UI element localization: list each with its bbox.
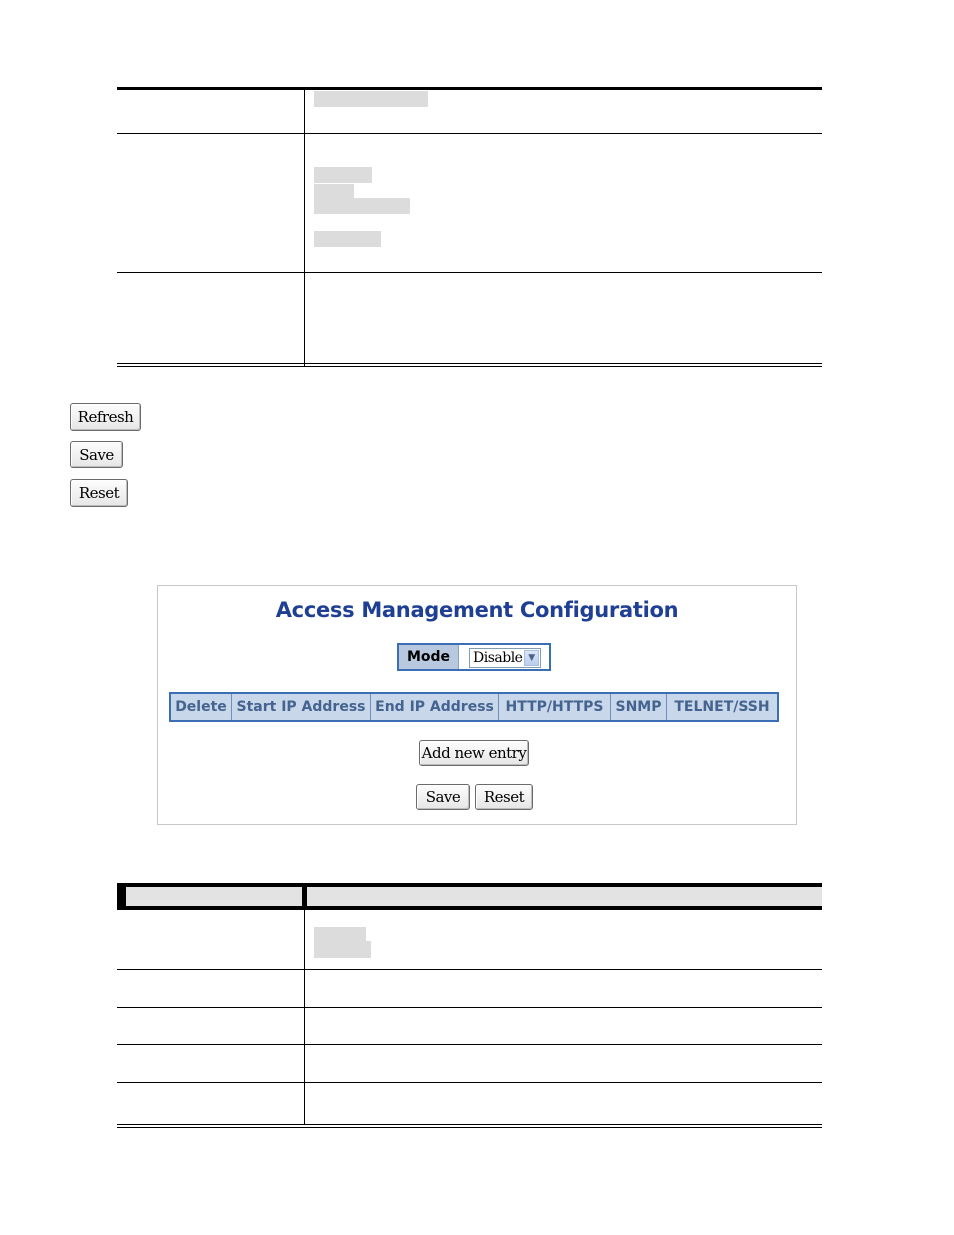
mode-select-value: Disable <box>473 650 523 666</box>
refresh-button[interactable]: Refresh <box>70 403 141 431</box>
add-new-entry-button[interactable]: Add new entry <box>419 740 529 766</box>
table-header-cell <box>307 887 822 906</box>
top-description-table <box>117 87 822 369</box>
column-header-telnet: TELNET/SSH <box>674 699 770 715</box>
redacted-text <box>314 941 371 958</box>
column-header-snmp: SNMP <box>611 694 667 720</box>
mode-control <box>397 643 551 671</box>
table-header-cell <box>126 887 302 906</box>
column-divider <box>304 910 305 1125</box>
panel-save-button[interactable]: Save <box>416 784 470 810</box>
row-divider <box>117 969 822 970</box>
redacted-text <box>314 167 372 183</box>
row-divider <box>117 1044 822 1045</box>
row-divider <box>117 133 822 134</box>
panel-reset-button[interactable]: Reset <box>475 784 533 810</box>
mode-label: Mode <box>399 645 459 669</box>
table-top-rule <box>117 87 822 90</box>
chevron-down-icon[interactable]: ▼ <box>524 650 539 666</box>
bottom-description-table <box>117 883 822 1129</box>
table-bottom-rule <box>117 1127 822 1128</box>
row-divider <box>117 272 822 273</box>
table-bottom-rule <box>117 363 822 364</box>
column-divider <box>304 90 305 366</box>
mode-select[interactable] <box>469 648 541 668</box>
redacted-text <box>314 198 410 214</box>
redacted-text <box>314 91 428 107</box>
save-button[interactable]: Save <box>70 441 123 468</box>
access-table-header <box>169 692 779 722</box>
column-header-http: HTTP/HTTPS <box>499 694 611 720</box>
access-management-panel <box>157 585 797 825</box>
column-header-end-ip: End IP Address <box>371 694 499 720</box>
column-header-delete: Delete <box>171 694 232 720</box>
row-divider <box>117 1082 822 1083</box>
page-title: Access Management Configuration <box>275 598 679 622</box>
table-bottom-rule <box>117 1124 822 1125</box>
redacted-text <box>314 231 381 247</box>
reset-button[interactable]: Reset <box>70 479 128 507</box>
column-header-start-ip: Start IP Address <box>232 694 371 720</box>
table-bottom-rule <box>117 366 822 367</box>
row-divider <box>117 1007 822 1008</box>
